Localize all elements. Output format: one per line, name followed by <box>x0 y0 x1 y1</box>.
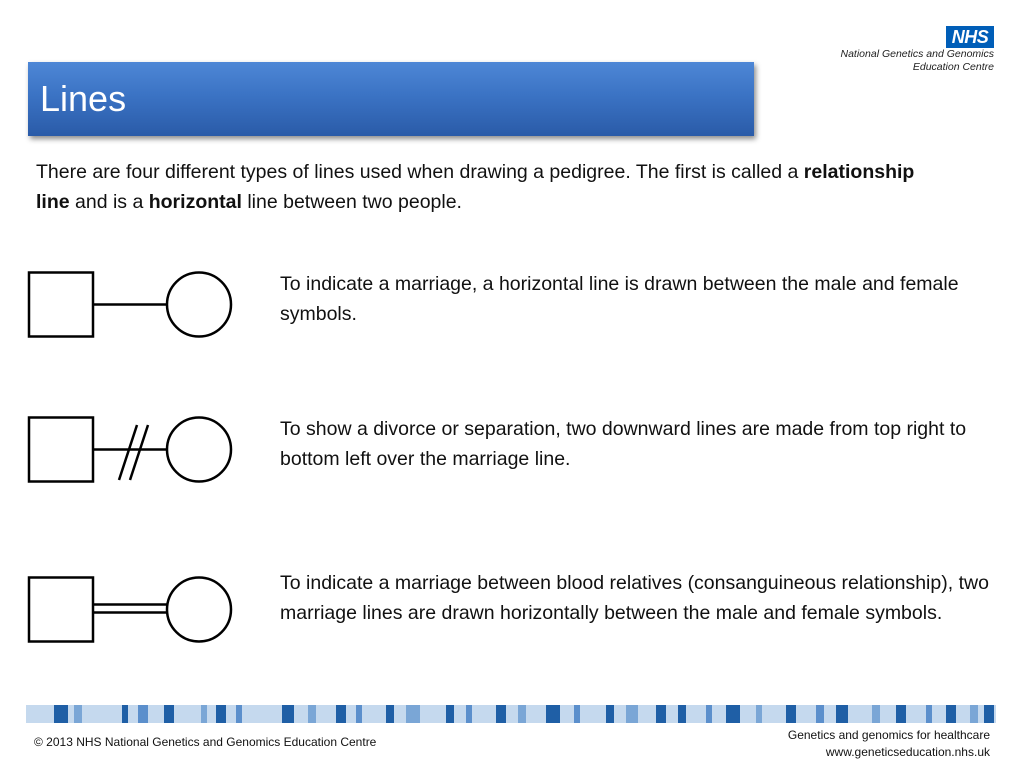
stripe-block <box>816 705 824 723</box>
stripe-block <box>970 705 978 723</box>
stripe-block <box>786 705 796 723</box>
stripe-block <box>574 705 580 723</box>
organisation-name-line1: National Genetics and Genomics <box>840 48 994 60</box>
stripe-block <box>336 705 346 723</box>
stripe-block <box>656 705 666 723</box>
stripe-block <box>236 705 242 723</box>
consanguineous-description: To indicate a marriage between blood relatives (consanguineous relationship), two marriage lines are drawn horizontally between the male and female symbols. <box>280 572 989 624</box>
male-square-symbol <box>29 418 93 482</box>
stripe-block <box>386 705 394 723</box>
organisation-name-line2: Education Centre <box>912 61 994 73</box>
divorce-line-diagram <box>24 414 236 486</box>
stripe-block <box>216 705 226 723</box>
intro-text-2: and is a <box>69 191 149 213</box>
female-circle-symbol <box>167 273 231 337</box>
female-circle-symbol <box>167 578 231 642</box>
organisation-name <box>841 48 995 74</box>
stripe-block <box>984 705 994 723</box>
stripe-block <box>308 705 316 723</box>
divorce-description: To show a divorce or separation, two downward lines are made from top right to bottom left over the marriage line. <box>280 418 967 470</box>
footer-website: www.geneticseducation.nhs.uk <box>825 745 990 759</box>
footer-tagline: Genetics and genomics for healthcare <box>787 728 990 742</box>
male-square-symbol <box>29 578 93 642</box>
stripe-block <box>626 705 638 723</box>
stripe-block <box>946 705 956 723</box>
divorce-slash-2 <box>130 425 148 480</box>
stripe-block <box>518 705 526 723</box>
stripe-block <box>122 705 128 723</box>
title-bar <box>28 62 754 136</box>
stripe-block <box>466 705 472 723</box>
male-square-symbol <box>29 273 93 337</box>
stripe-block <box>282 705 294 723</box>
stripe-block <box>836 705 848 723</box>
intro-text-1: There are four different types of lines used when drawing a pedigree. The first is called a <box>36 161 804 183</box>
divorce-slash-1 <box>119 425 137 480</box>
stripe-block <box>74 705 82 723</box>
stripe-block <box>872 705 880 723</box>
intro-bold-relationship-line: relationship line <box>36 161 915 213</box>
stripe-block <box>446 705 454 723</box>
stripe-block <box>356 705 362 723</box>
stripe-block <box>201 705 207 723</box>
decorative-stripe-bar <box>26 705 996 723</box>
slide-title: Lines <box>40 78 127 119</box>
footer-copyright: © 2013 NHS National Genetics and Genomics Education Centre <box>34 735 377 749</box>
intro-paragraph <box>36 157 936 217</box>
stripe-block <box>54 705 68 723</box>
nhs-logo: NHS <box>946 26 994 48</box>
stripe-block <box>756 705 762 723</box>
intro-text-3: line between two people. <box>241 191 462 213</box>
marriage-description: To indicate a marriage, a horizontal line is drawn between the male and female symbols. <box>280 273 959 325</box>
stripe-block <box>164 705 174 723</box>
stripe-block <box>706 705 712 723</box>
stripe-block <box>496 705 506 723</box>
female-circle-symbol <box>167 418 231 482</box>
stripe-block <box>726 705 740 723</box>
stripe-block <box>678 705 686 723</box>
stripe-block <box>896 705 906 723</box>
stripe-block <box>606 705 614 723</box>
stripe-block <box>926 705 932 723</box>
stripe-block <box>546 705 560 723</box>
intro-bold-horizontal: horizontal <box>148 191 242 213</box>
footer-info <box>788 727 990 761</box>
marriage-line-diagram <box>24 269 236 341</box>
consanguineous-line-diagram <box>24 574 236 646</box>
stripe-block <box>406 705 420 723</box>
stripe-block <box>138 705 148 723</box>
